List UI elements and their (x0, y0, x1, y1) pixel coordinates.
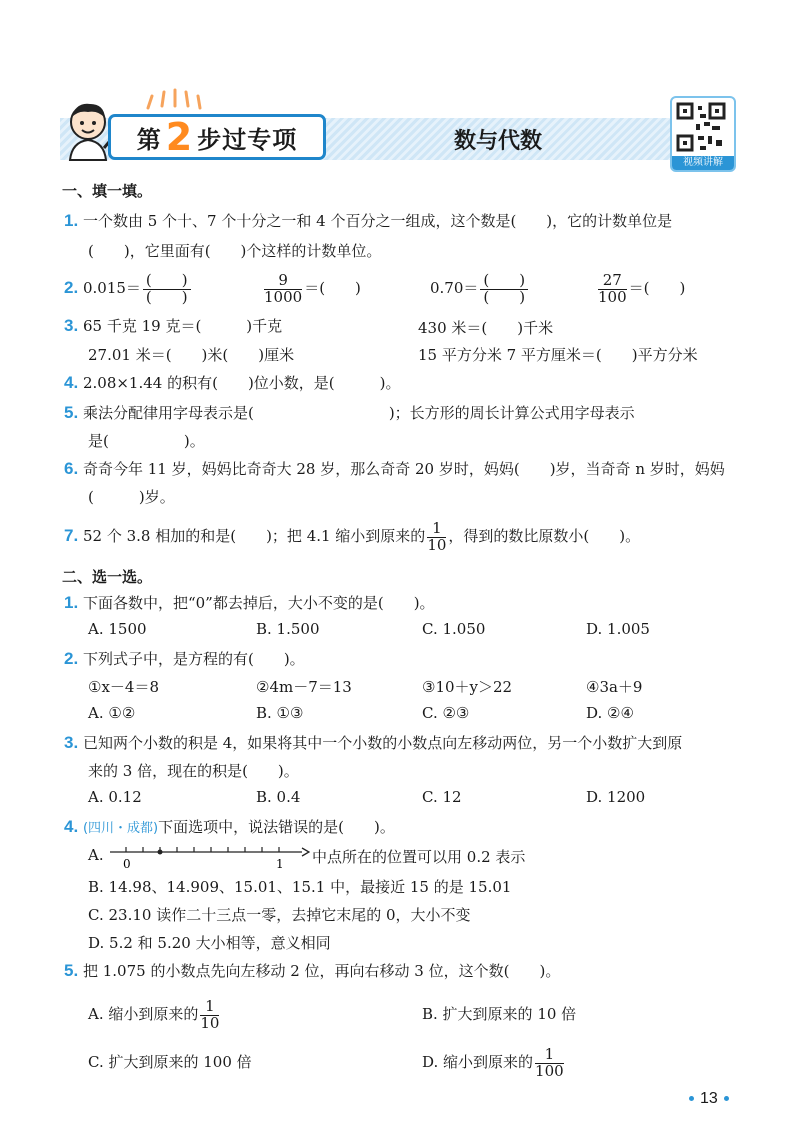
choose-q3: 3. 已知两个小数的积是 4，如果将其中一个小数的小数点向左移动两位，另一个小数扩大到原 (64, 733, 683, 752)
blank-fraction[interactable]: $\frac{( )}{( )}$ (480, 273, 528, 306)
badge-suffix: 步过专项 (197, 125, 298, 154)
option-b[interactable]: B. 14.98、14.909、15.01、15.1 中，最接近 15 的是 15.01 (88, 878, 512, 896)
equation-item: ③10＋y＞22 (422, 678, 513, 696)
fraction: $\frac{1}{10}$ (200, 996, 220, 1032)
choose-q2: 2. 下列式子中，是方程的有( )。 (64, 649, 305, 668)
badge-number: 2 (165, 115, 194, 159)
option-a[interactable]: A. (88, 846, 104, 864)
fill-q2-d: $\frac{27}{100}$ ＝( ) (598, 270, 686, 306)
q-number: 5. (64, 961, 79, 980)
qr-label: 视频讲解 (672, 156, 734, 170)
option-d[interactable]: D. 1200 (586, 788, 646, 806)
fill-q7: 7. 52 个 3.8 相加的和是( )；把 4.1 缩小到原来的 $\frac{1}{10}$ ，得到的数比原数小( )。 (64, 518, 641, 554)
tick-label-1: 1 (276, 857, 284, 871)
section-choose-title: 二、选一选。 (62, 568, 153, 586)
q-number: 1. (64, 593, 79, 612)
fraction: $\frac{1}{10}$ (427, 518, 447, 554)
option-c[interactable]: C. 1.050 (422, 620, 486, 638)
fraction: $\frac{9}{1000}$ (264, 270, 303, 306)
q-number: 7. (64, 526, 79, 545)
tick-label-0: 0 (123, 857, 131, 871)
option-a[interactable]: A. 1500 (88, 620, 147, 638)
step-badge (108, 114, 326, 160)
fill-q2-b: $\frac{9}{1000}$ ＝( ) (264, 270, 361, 306)
fill-q3-b: 430 米＝( )千米 (418, 319, 554, 337)
option-b[interactable]: B. 扩大到原来的 10 倍 (422, 1005, 577, 1023)
option-d[interactable]: D. 缩小到原来的 $\frac{1}{100}$ (422, 1044, 564, 1080)
qr-code[interactable] (670, 96, 736, 172)
choose-q5: 5. 把 1.075 的小数点先向左移动 2 位，再向右移动 3 位，这个数( )。 (64, 961, 561, 980)
fill-q5-line2: 是( )。 (88, 432, 205, 450)
option-b[interactable]: B. 1.500 (256, 620, 320, 638)
q-number: 2. (64, 278, 79, 297)
q-number: 5. (64, 403, 79, 422)
blank-fraction[interactable]: $\frac{( )}{( )}$ (143, 273, 191, 306)
option-a-text: 中点所在的位置可以用 0.2 表示 (312, 848, 526, 866)
midpoint-dot (158, 850, 163, 855)
q-text: 一个数由 5 个十、7 个十分之一和 4 个百分之一组成，这个数是( )，它的计数单位是 (82, 212, 673, 230)
badge-prefix: 第 (136, 125, 162, 154)
q-number: 4. (64, 817, 79, 836)
q-number: 6. (64, 459, 79, 478)
q-number: 3. (64, 316, 79, 335)
fill-q6: 6. 奇奇今年 11 岁，妈妈比奇奇大 28 岁，那么奇奇 20 岁时，妈妈( )岁，当奇奇 n 岁时，妈妈 (64, 459, 725, 478)
equation-item: ④3a＋9 (586, 678, 643, 696)
option-b[interactable]: B. ①③ (256, 704, 304, 722)
fill-q5: 5. 乘法分配律用字母表示是( )；长方形的周长计算公式用字母表示 (64, 403, 635, 422)
qr-code-icon (672, 100, 730, 154)
option-c[interactable]: C. 12 (422, 788, 462, 806)
option-b[interactable]: B. 0.4 (256, 788, 301, 806)
equation-item: ②4m－7＝13 (256, 678, 352, 696)
equation-item: ①x－4＝8 (88, 678, 159, 696)
fill-q3-d: 15 平方分米 7 平方厘米＝( )平方分米 (418, 346, 698, 364)
option-c[interactable]: C. ②③ (422, 704, 470, 722)
option-a[interactable]: A. ①② (88, 704, 136, 722)
option-a[interactable]: A. 缩小到原来的 $\frac{1}{10}$ (88, 996, 220, 1032)
fill-q6-line2: ( )岁。 (88, 488, 175, 506)
page-number: 13 (683, 1090, 735, 1108)
fraction: $\frac{1}{100}$ (535, 1044, 564, 1080)
q-number: 3. (64, 733, 79, 752)
choose-q4: 4. (四川・成都)下面选项中，说法错误的是( )。 (64, 817, 395, 836)
option-d[interactable]: D. 5.2 和 5.20 大小相等，意义相同 (88, 934, 331, 952)
option-d[interactable]: D. ②④ (586, 704, 634, 722)
fill-q1-line2: ( )，它里面有( )个这样的计数单位。 (88, 242, 382, 260)
fill-q4: 4. 2.08×1.44 的积有( )位小数，是( )。 (64, 373, 401, 392)
choose-q1: 1. 下面各数中，把“0”都去掉后，大小不变的是( )。 (64, 593, 435, 612)
number-line (106, 842, 310, 872)
fill-q3: 3. 65 千克 19 克＝( )千克 (64, 316, 283, 335)
option-d[interactable]: D. 1.005 (586, 620, 650, 638)
option-a[interactable]: A. 0.12 (88, 788, 142, 806)
choose-q3-line2: 来的 3 倍，现在的积是( )。 (88, 762, 299, 780)
sun-rays-icon (140, 88, 210, 110)
fill-q2-c: 0.70＝ $\frac{( )}{( )}$ (430, 268, 530, 308)
fill-q3-c: 27.01 米＝( )米( )厘米 (88, 346, 295, 364)
option-c[interactable]: C. 扩大到原来的 100 倍 (88, 1053, 252, 1071)
fill-q1 (64, 210, 672, 231)
topic-title: 数与代数 (454, 129, 543, 154)
fill-q2 (64, 268, 193, 308)
section-fill-title: 一、填一填。 (62, 182, 153, 200)
q2-a: 0.015＝ (82, 279, 141, 297)
q-number: 4. (64, 373, 79, 392)
option-c[interactable]: C. 23.10 读作二十三点一零，去掉它末尾的 0，大小不变 (88, 906, 471, 924)
fraction: $\frac{27}{100}$ (598, 270, 627, 306)
q-number: 2. (64, 649, 79, 668)
q-number: 1. (64, 211, 79, 230)
region-tag: (四川・成都) (82, 821, 159, 836)
